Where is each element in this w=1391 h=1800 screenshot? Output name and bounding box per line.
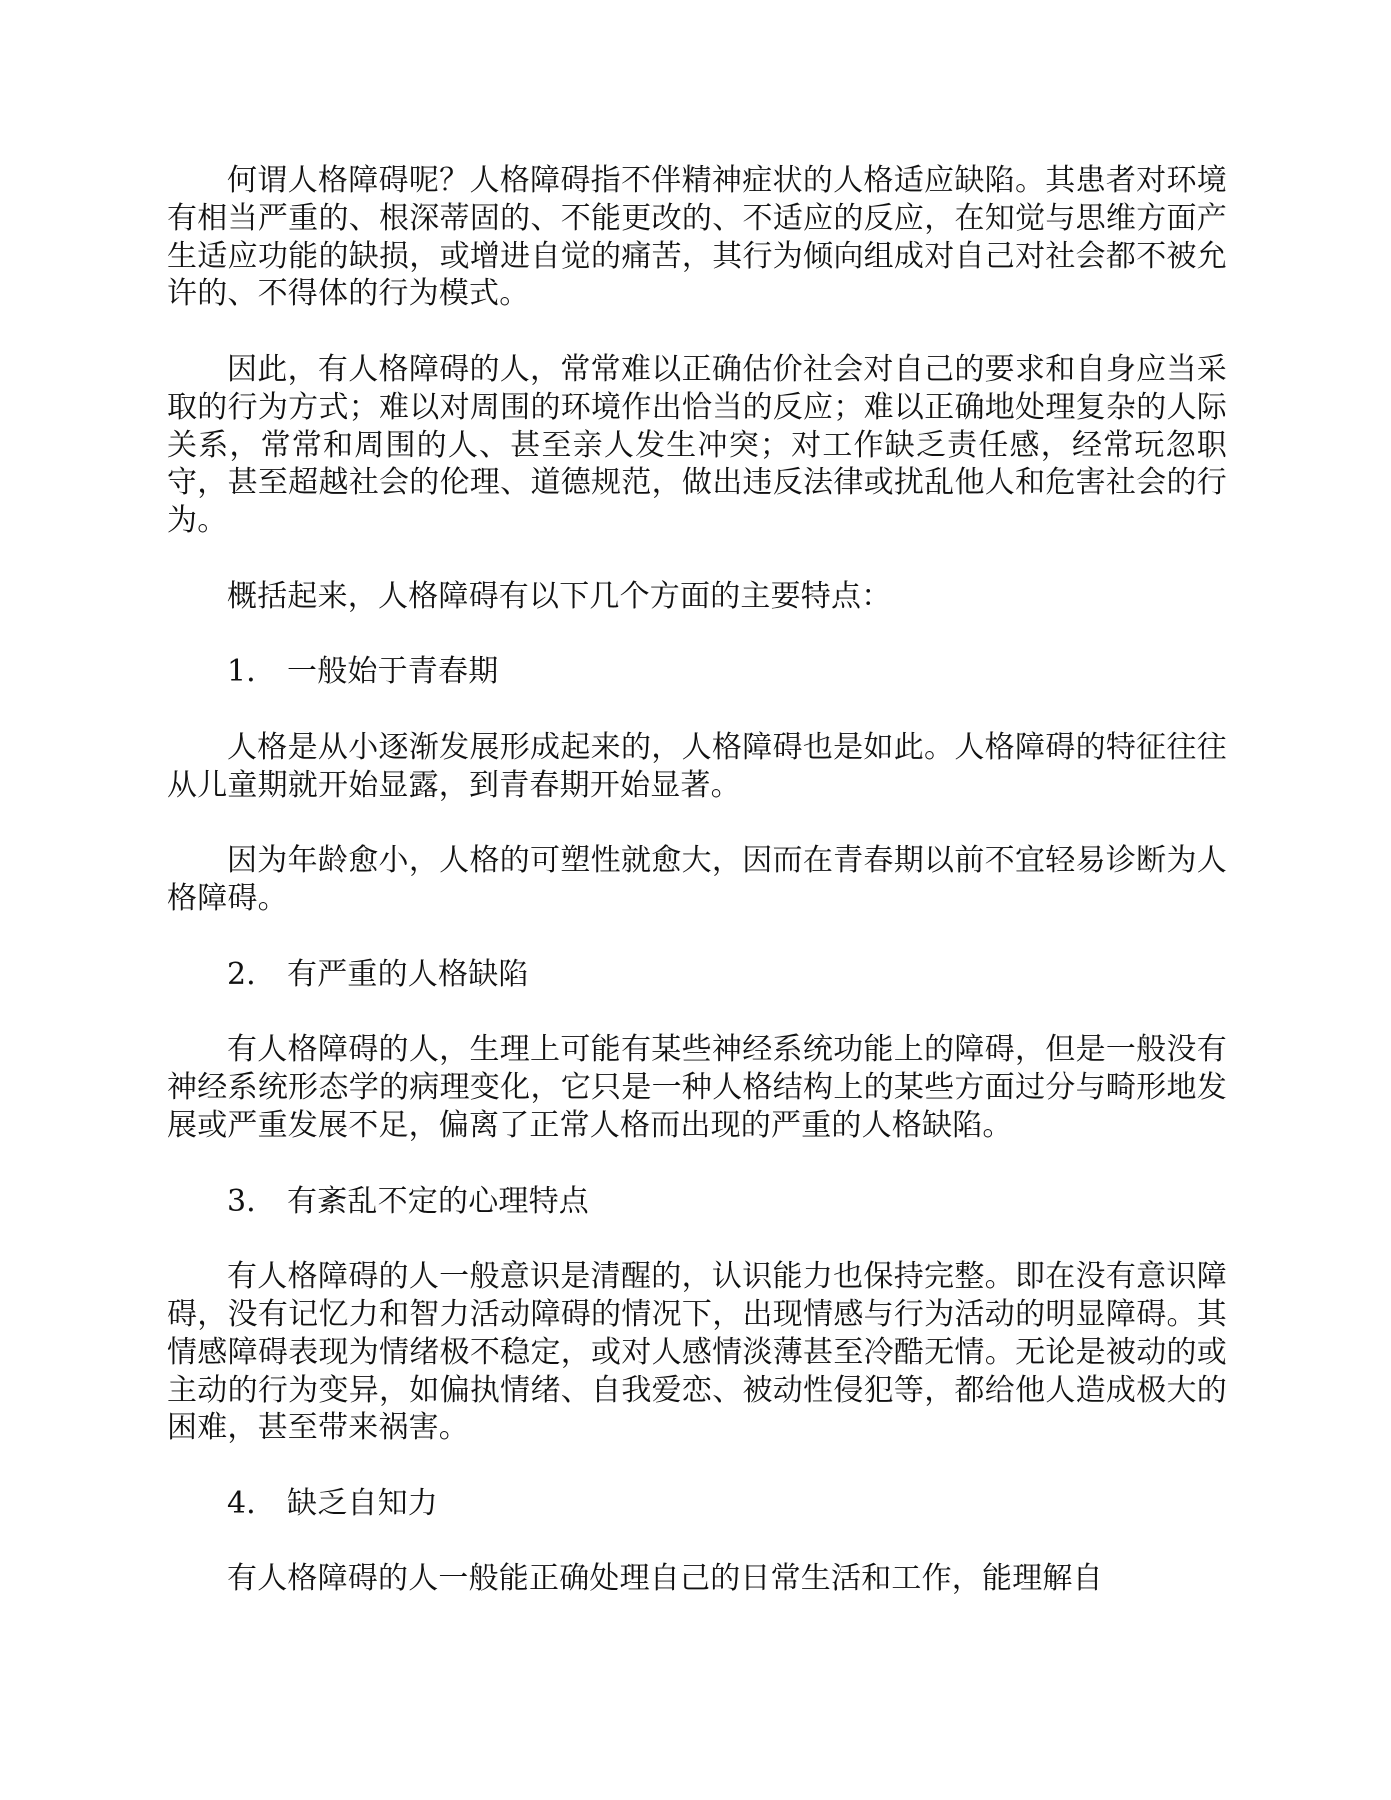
paragraph-summary-intro: 概括起来，人格障碍有以下几个方面的主要特点： [227, 578, 892, 614]
paragraph-section-1b: 因为年龄愈小，人格的可塑性就愈大，因而在青春期以前不宜轻易诊断为人格障碍。 [167, 843, 1227, 917]
section-number: 4． [227, 1485, 277, 1521]
paragraph-section-1a: 人格是从小逐渐发展形成起来的，人格障碍也是如此。人格障碍的特征往往从儿童期就开始显露，到青春期开始显著。 [167, 729, 1227, 803]
paragraph-definition: 何谓人格障碍呢？人格障碍指不伴精神症状的人格适应缺陷。其患者对环境有相当严重的、根深蒂固的、不能更改的、不适应的反应，在知觉与思维方面产生适应功能的缺损，或增进自觉的痛苦，其行为倾向组成对自己对社会都不被允许的、不得体的行为模式。 [167, 163, 1227, 312]
section-title: 缺乏自知力 [287, 1485, 438, 1521]
section-number: 3． [227, 1183, 277, 1219]
paragraph-consequences: 因此，有人格障碍的人，常常难以正确估价社会对自己的要求和自身应当采取的行为方式；难以对周围的环境作出恰当的反应；难以正确地处理复杂的人际关系，常常和周围的人、甚至亲人发生冲突；对工作缺乏责任感，经常玩忽职守，甚至超越社会的伦理、道德规范，做出违反法律或扰乱他人和危害社会的行为。 [167, 351, 1227, 539]
section-number: 1． [227, 654, 277, 690]
section-heading-4 [167, 1485, 1227, 1523]
paragraph-section-3: 有人格障碍的人一般意识是清醒的，认识能力也保持完整。即在没有意识障碍，没有记忆力和智力活动障碍的情况下，出现情感与行为活动的明显障碍。其情感障碍表现为情绪极不稳定，或对人感情淡薄甚至冷酷无情。无论是被动的或主动的行为变异，如偏执情绪、自我爱恋、被动性侵犯等，都给他人造成极大的困难，甚至带来祸害。 [167, 1259, 1227, 1446]
section-heading-3 [167, 1183, 1227, 1221]
paragraph-section-2: 有人格障碍的人，生理上可能有某些神经系统功能上的障碍，但是一般没有神经系统形态学的病理变化，它只是一种人格结构上的某些方面过分与畸形地发展或严重发展不足，偏离了正常人格而出现的严重的人格缺陷。 [167, 1032, 1227, 1143]
paragraph-section-4: 有人格障碍的人一般能正确处理自己的日常生活和工作，能理解自 [227, 1561, 1103, 1597]
section-heading-2 [167, 956, 1227, 994]
document-body [167, 162, 1227, 1636]
section-number: 2． [227, 956, 277, 992]
section-title: 一般始于青春期 [287, 654, 499, 690]
section-title: 有严重的人格缺陷 [287, 956, 529, 992]
section-heading-1 [167, 653, 1227, 691]
section-title: 有紊乱不定的心理特点 [287, 1183, 589, 1219]
